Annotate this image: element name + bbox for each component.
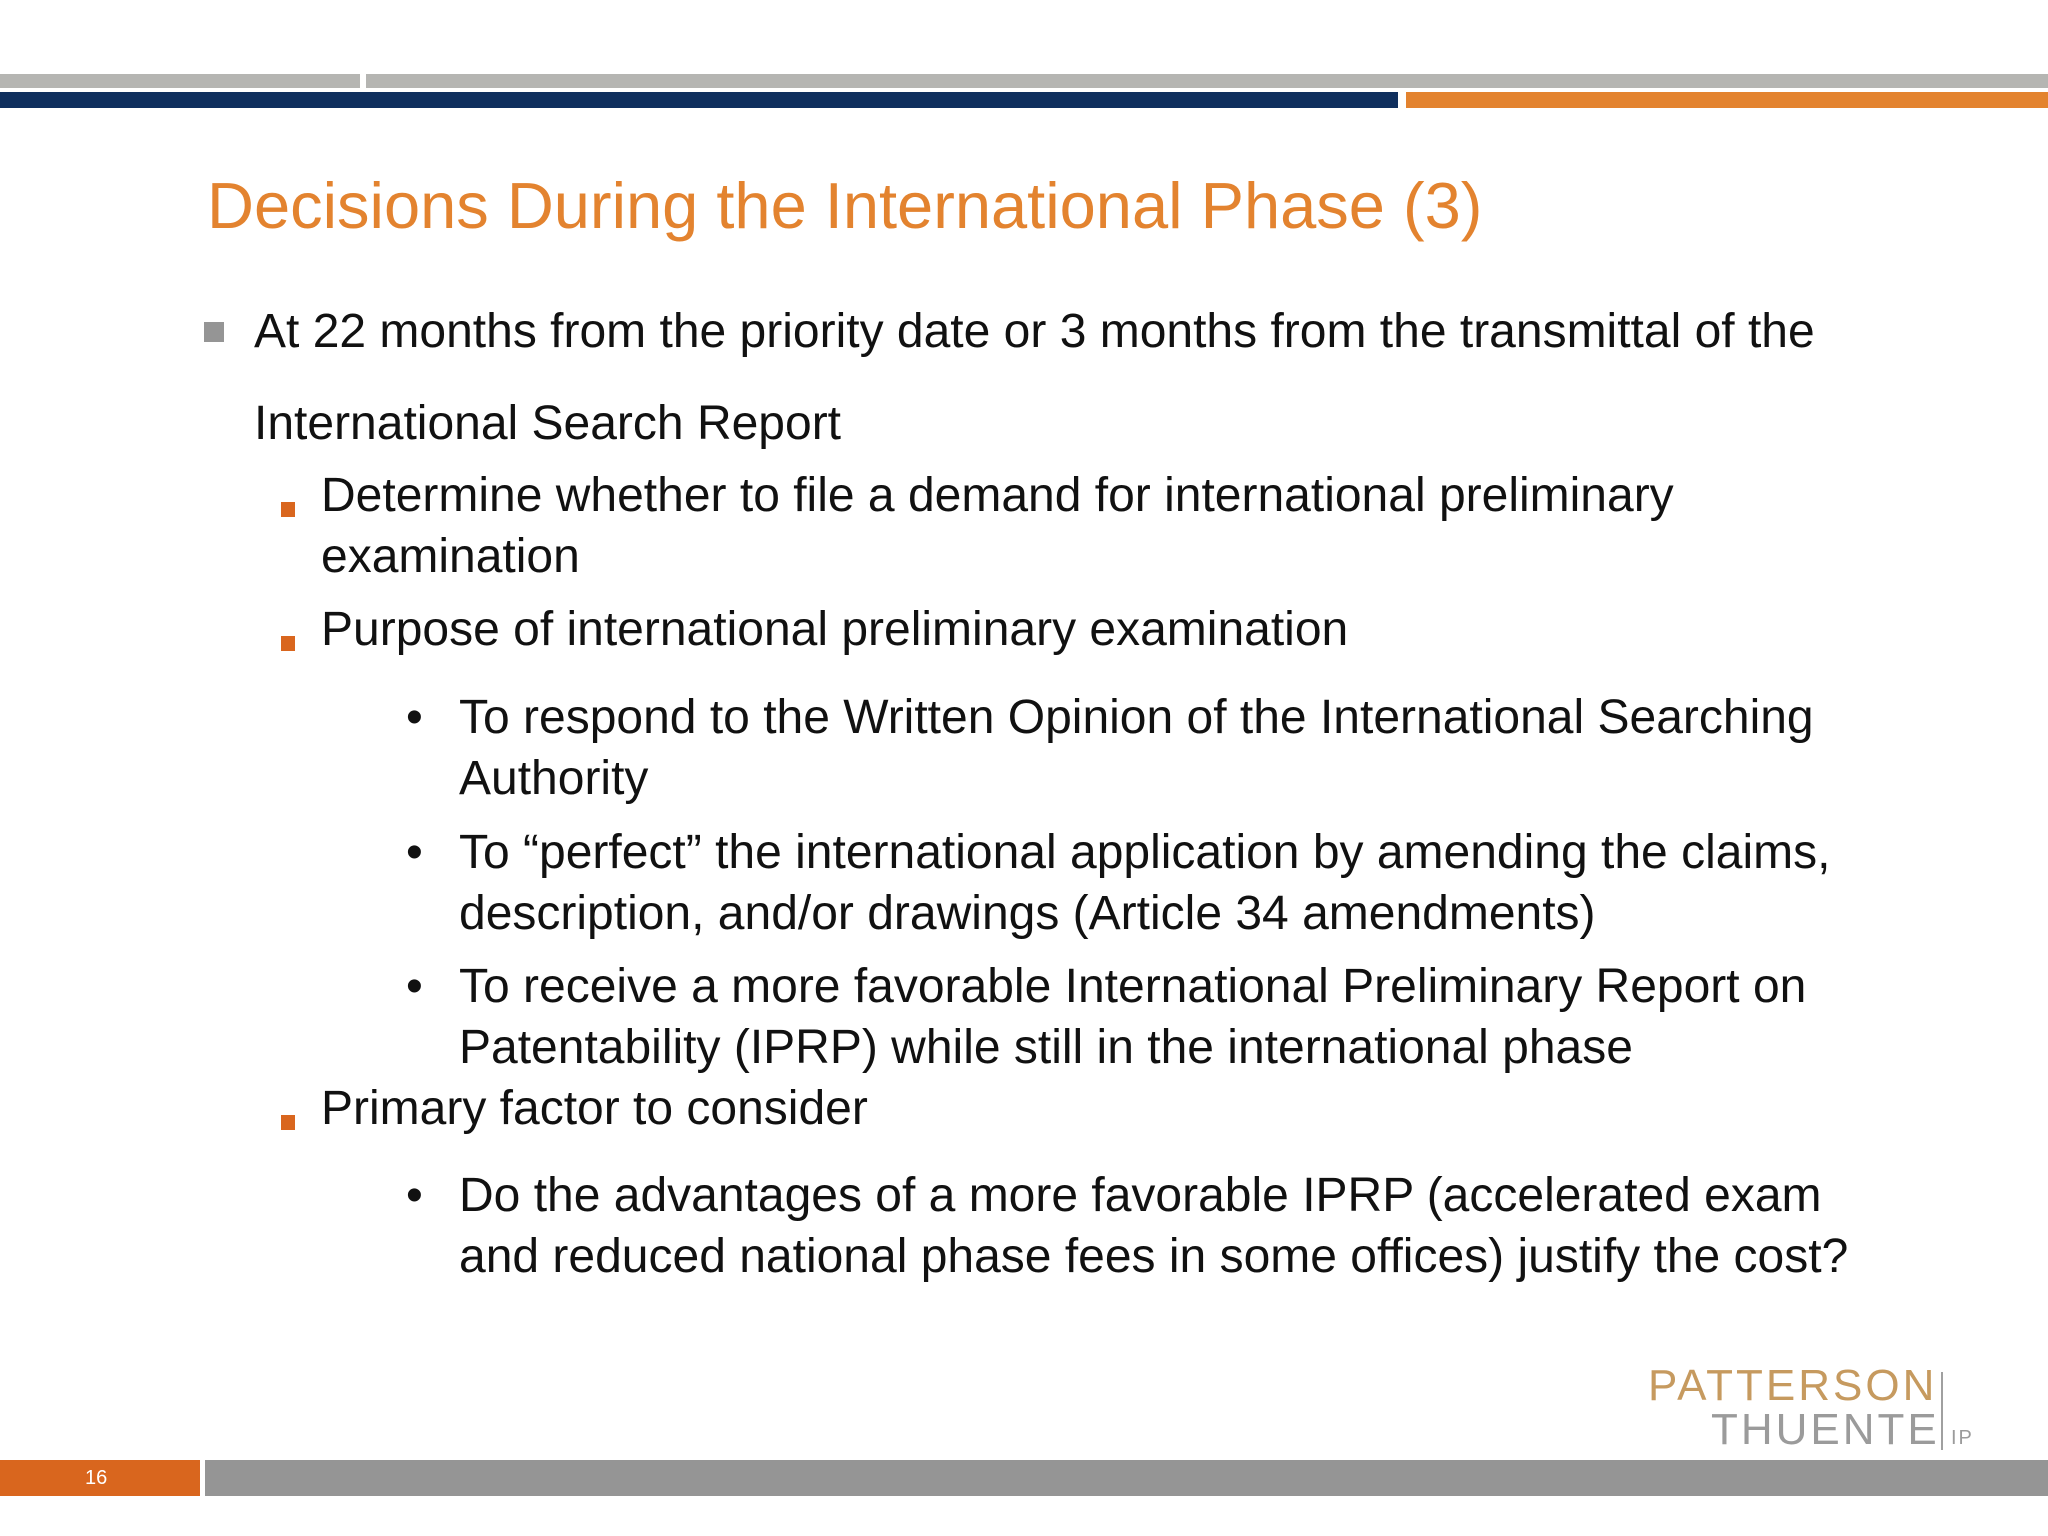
sub-bullet-1-line2: examination — [321, 530, 580, 583]
bullet-main-line2: International Search Report — [254, 397, 842, 450]
factor-item-1-line1: Do the advantages of a more favorable IPRP (accelerated exam — [459, 1169, 1822, 1222]
bullet-dot: • — [406, 1169, 423, 1222]
purpose-item-2-line1: To “perfect” the international application by amending the claims, — [459, 826, 1831, 879]
slide-title: Decisions During the International Phase (3) — [207, 169, 1483, 242]
bullet-square-gray — [204, 322, 224, 342]
bullet-dot: • — [406, 960, 423, 1013]
bullet-main-line1: At 22 months from the priority date or 3 months from the transmittal of the — [254, 305, 1815, 358]
factor-item-1-line2: and reduced national phase fees in some offices) justify the cost? — [459, 1230, 1849, 1283]
slide-number: 16 — [85, 1467, 108, 1489]
purpose-item-3-line2: Patentability (IPRP) while still in the international phase — [459, 1021, 1633, 1074]
logo-divider — [1941, 1372, 1943, 1450]
bullet-dot: • — [406, 826, 423, 879]
logo-thuente: THUENTE — [1711, 1405, 1940, 1454]
logo-ip: IP — [1951, 1427, 1974, 1449]
purpose-item-3-line1: To receive a more favorable International Preliminary Report on — [459, 960, 1807, 1013]
bullet-square-orange — [281, 1115, 295, 1130]
bullet-dot: • — [406, 691, 423, 744]
sub-bullet-1-line1: Determine whether to file a demand for international preliminary — [321, 469, 1674, 522]
sub-bullet-2: Purpose of international preliminary examination — [321, 603, 1349, 656]
sub-bullet-3: Primary factor to consider — [321, 1082, 868, 1135]
logo-patterson: PATTERSON — [1648, 1361, 1938, 1410]
purpose-item-1-line1: To respond to the Written Opinion of the International Searching — [459, 691, 1814, 744]
purpose-item-2-line2: description, and/or drawings (Article 34 amendments) — [459, 887, 1596, 940]
purpose-item-1-line2: Authority — [459, 752, 649, 805]
bullet-square-orange — [281, 502, 295, 517]
bullet-square-orange — [281, 636, 295, 651]
footer-bar-gray — [205, 1460, 2048, 1496]
